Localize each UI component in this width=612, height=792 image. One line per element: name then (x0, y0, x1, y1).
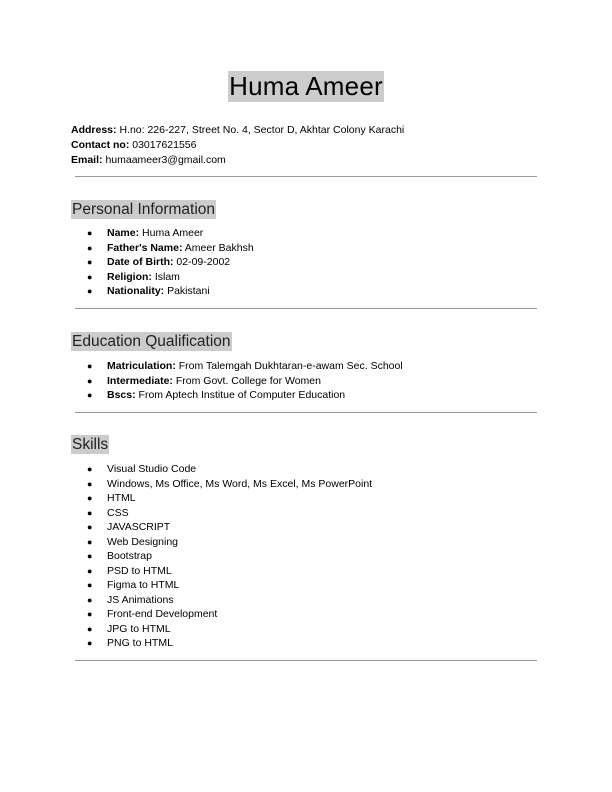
skill-text: PSD to HTML (107, 564, 172, 577)
item-value: Islam (154, 270, 180, 283)
skill-text: Visual Studio Code (107, 463, 197, 475)
list-item (87, 270, 254, 285)
phone-label: Contact no: (71, 139, 130, 151)
list-item (87, 388, 403, 403)
skills-list (87, 462, 372, 651)
bullet-icon: ● (87, 536, 93, 547)
list-item (87, 578, 372, 593)
item-value: 02-09-2002 (176, 256, 231, 268)
bullet-icon: ● (87, 522, 93, 532)
list-item (87, 284, 254, 299)
list-item (87, 491, 372, 506)
bullet-icon: ● (87, 257, 93, 267)
divider (75, 176, 537, 177)
address-line (71, 123, 404, 138)
item-label: Bscs: (107, 389, 136, 401)
skill-text: CSS (107, 506, 129, 519)
item-label: Matriculation: (107, 360, 176, 372)
bullet-icon: ● (87, 580, 93, 590)
bullet-icon: ● (87, 390, 93, 400)
skill-text: JPG to HTML (107, 622, 171, 635)
list-item (87, 564, 372, 579)
list-item (87, 226, 254, 241)
item-label: Date of Birth: (107, 256, 174, 268)
bullet-icon: ● (87, 242, 93, 253)
bullet-icon: ● (87, 271, 93, 282)
divider (75, 660, 537, 661)
resume-header (0, 71, 612, 102)
skill-text: Front-end Development (107, 608, 218, 620)
skill-text: Bootstrap (107, 550, 152, 562)
bullet-icon: ● (87, 493, 93, 503)
skill-text: JAVASCRIPT (107, 521, 171, 533)
item-label: Intermediate: (107, 374, 173, 387)
item-value: From Talemgah Dukhtaran-e-awam Sec. School (178, 360, 403, 372)
list-item (87, 477, 372, 492)
candidate-name: Huma Ameer (229, 71, 383, 101)
email-label: Email: (71, 154, 103, 166)
item-value: Ameer Bakhsh (184, 241, 254, 254)
list-item (87, 255, 254, 270)
bullet-icon: ● (87, 228, 93, 238)
item-value: Pakistani (167, 285, 210, 297)
bullet-icon: ● (87, 478, 93, 489)
item-value: Huma Ameer (142, 227, 204, 239)
item-label: Father's Name: (107, 241, 183, 254)
education-list (87, 359, 403, 403)
skill-text: JS Animations (107, 593, 174, 606)
phone-line (71, 138, 404, 153)
bullet-icon: ● (87, 551, 93, 561)
address-value: H.no: 226-227, Street No. 4, Sector D, Akhtar Colony Karachi (119, 124, 405, 136)
list-item (87, 636, 372, 651)
bullet-icon: ● (87, 507, 93, 518)
skill-text: Windows, Ms Office, Ms Word, Ms Excel, Ms PowerPoint (107, 477, 373, 490)
contact-block (71, 123, 404, 168)
bullet-icon: ● (87, 464, 93, 474)
personal-info-heading: Personal Information (72, 201, 216, 218)
divider (75, 308, 537, 309)
skills-heading: Skills (72, 436, 109, 453)
list-item (87, 593, 372, 608)
item-label: Name: (107, 227, 140, 239)
list-item (87, 506, 372, 521)
address-label: Address: (71, 124, 117, 136)
bullet-icon: ● (87, 286, 93, 296)
bullet-icon: ● (87, 565, 93, 576)
bullet-icon: ● (87, 609, 93, 619)
skill-text: Figma to HTML (107, 579, 180, 591)
email-line (71, 153, 404, 168)
list-item (87, 520, 372, 535)
email-value[interactable]: humaameer3@gmail.com (105, 154, 226, 166)
phone-value: 03017621556 (132, 139, 197, 151)
skill-text: HTML (107, 492, 136, 504)
item-label: Nationality: (107, 285, 165, 297)
education-heading: Education Qualification (72, 333, 231, 350)
list-item (87, 622, 372, 637)
list-item (87, 374, 403, 389)
bullet-icon: ● (87, 623, 93, 634)
bullet-icon: ● (87, 375, 93, 386)
personal-info-list (87, 226, 254, 299)
item-value: From Govt. College for Women (175, 374, 321, 387)
item-value: From Aptech Institue of Computer Education (138, 389, 346, 401)
list-item (87, 549, 372, 564)
list-item (87, 535, 372, 550)
list-item (87, 462, 372, 477)
bullet-icon: ● (87, 361, 93, 371)
bullet-icon: ● (87, 638, 93, 648)
list-item (87, 359, 403, 374)
item-label: Religion: (107, 270, 152, 283)
divider (75, 412, 537, 413)
skill-text: PNG to HTML (107, 637, 173, 649)
skill-text: Web Designing (107, 535, 179, 548)
list-item (87, 241, 254, 256)
list-item (87, 607, 372, 622)
bullet-icon: ● (87, 594, 93, 605)
